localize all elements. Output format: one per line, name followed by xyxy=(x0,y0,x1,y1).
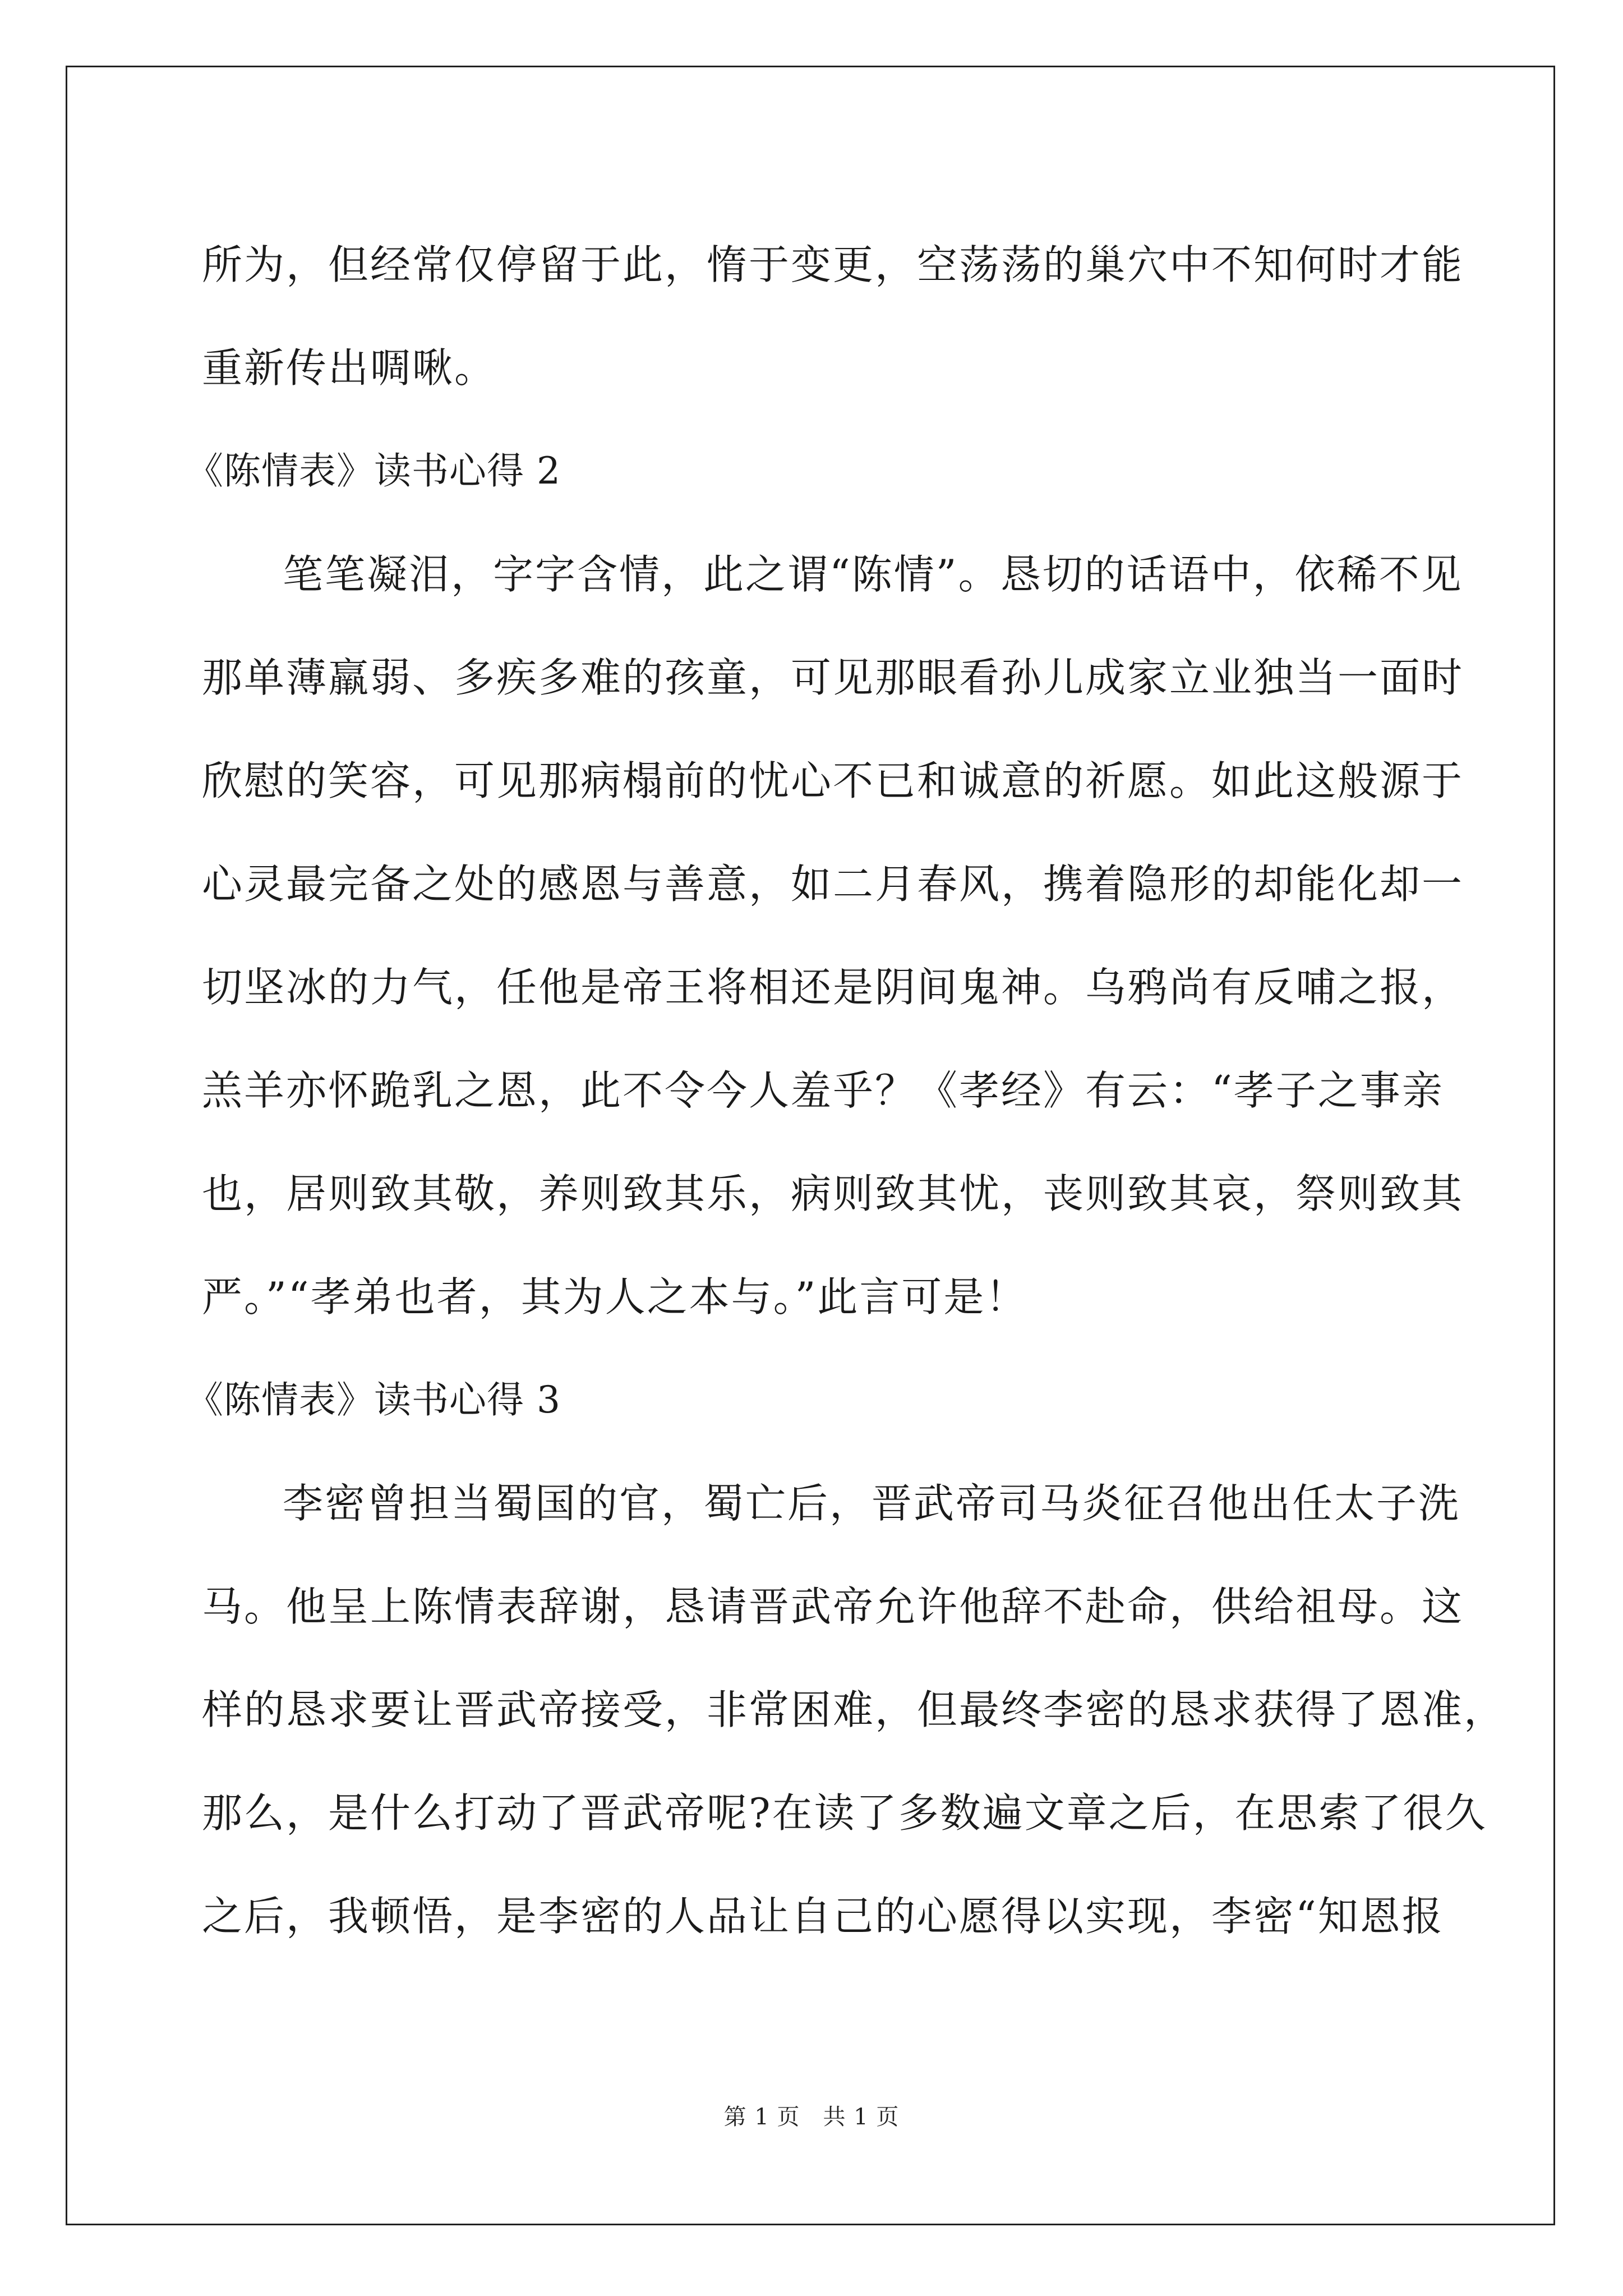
text-line: 马。他呈上陈情表辞谢，恳请晋武帝允许他辞不赴命，供给祖母。这 xyxy=(202,1583,1464,1630)
text-line: 切坚冰的力气，任他是帝王将相还是阴间鬼神。乌鸦尚有反哺之报， xyxy=(202,964,1464,1011)
text-line: 羔羊亦怀跪乳之恩，此不令今人羞乎？《孝经》有云：“孝子之事亲 xyxy=(202,1067,1444,1114)
text-line: 欣慰的笑容，可见那病榻前的忧心不已和诚意的祈愿。如此这般源于 xyxy=(202,757,1464,804)
document-body xyxy=(186,213,1506,1968)
text-line: 心灵最完备之处的感恩与善意，如二月春风，携着隐形的却能化却一 xyxy=(202,861,1464,908)
page-footer: 第 1 页 共 1 页 xyxy=(723,2104,900,2130)
text-line: 严。”“孝弟也者，其为人之本与。”此言可是！ xyxy=(202,1273,1028,1320)
text-line: 样的恳求要让晋武帝接受，非常困难，但最终李密的恳求获得了恩准， xyxy=(202,1686,1506,1733)
text-line: 那单薄羸弱、多疾多难的孩童，可见那眼看孙儿成家立业独当一面时 xyxy=(202,654,1464,701)
paragraph-first-line: 李密曾担当蜀国的官，蜀亡后，晋武帝司马炎征召他出任太子洗 xyxy=(283,1480,1461,1527)
section-heading: 《陈情表》读书心得 2 xyxy=(186,449,561,493)
section-heading: 《陈情表》读书心得 3 xyxy=(186,1378,561,1421)
text-line: 那么，是什么打动了晋武帝呢?在读了多数遍文章之后，在思索了很久 xyxy=(202,1789,1487,1837)
text-line: 之后，我顿悟，是李密的人品让自己的心愿得以实现，李密“知恩报 xyxy=(202,1893,1444,1940)
paragraph-first-line: 笔笔凝泪，字字含情，此之谓“陈情”。恳切的话语中，依稀不见 xyxy=(283,551,1463,598)
text-line: 所为，但经常仅停留于此，惰于变更，空荡荡的巢穴中不知何时才能 xyxy=(202,241,1464,288)
text-line: 重新传出啁啾。 xyxy=(202,344,497,392)
text-line: 也，居则致其敬，养则致其乐，病则致其忧，丧则致其哀，祭则致其 xyxy=(202,1170,1464,1217)
